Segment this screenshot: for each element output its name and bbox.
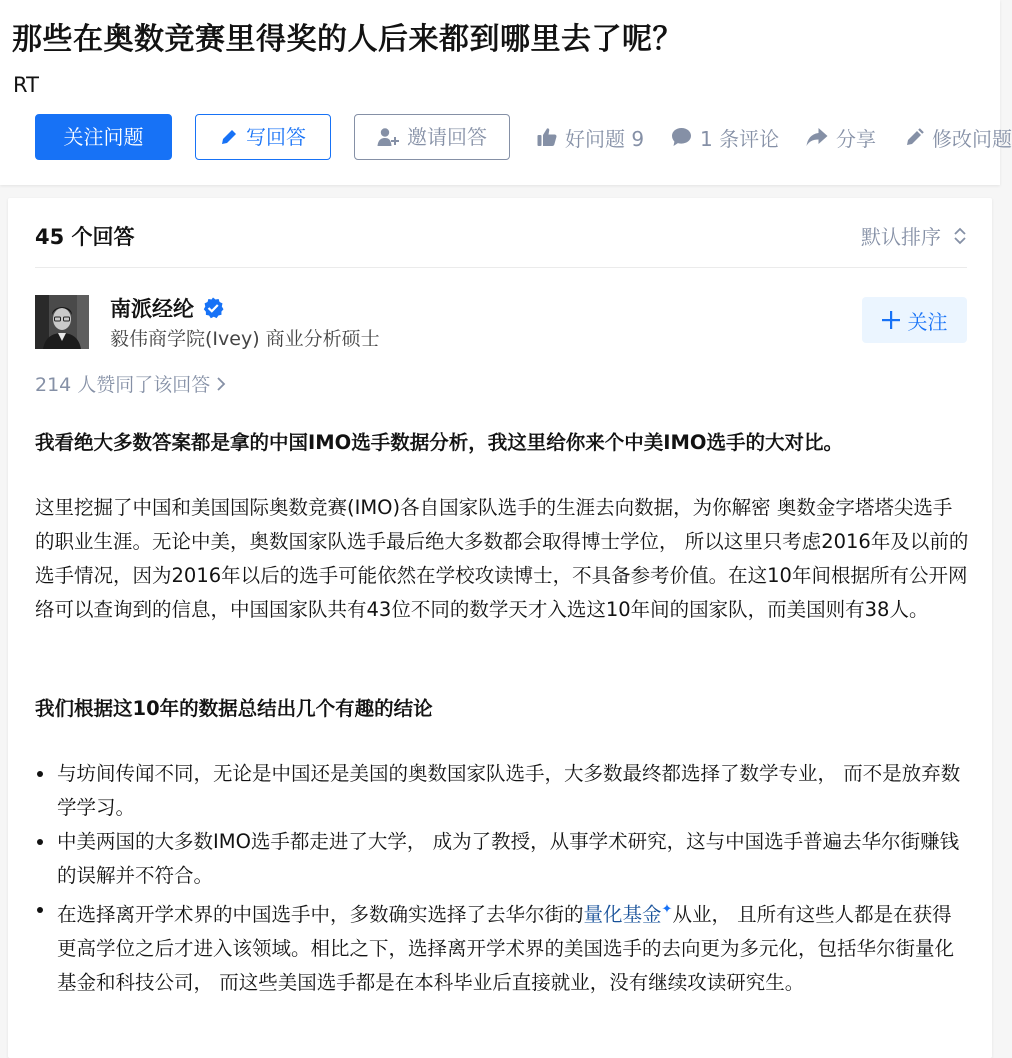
- plus-icon: [882, 311, 900, 329]
- question-action-bar: [35, 114, 1012, 162]
- write-answer-label: 写回答: [246, 125, 306, 149]
- list-item: 与坊间传闻不同，无论是中国还是美国的奥数国家队选手，大多数最终都选择了数学专业， 而不是放弃数学学习。: [35, 757, 970, 825]
- invite-answer-label: 邀请回答: [407, 125, 487, 149]
- list-item-text-start: 在选择离开学术界的中国选手中，多数确实选择了去华尔街的: [57, 903, 584, 926]
- thumb-up-icon: [537, 127, 557, 147]
- follow-author-button[interactable]: [862, 297, 967, 343]
- list-item: [35, 893, 970, 1000]
- answers-card: [8, 198, 992, 1058]
- share-button[interactable]: [806, 114, 876, 160]
- share-label: 分享: [836, 126, 876, 151]
- pencil-icon: [220, 128, 238, 146]
- answer-lead: 我看绝大多数答案都是拿的中国IMO选手数据分析，我这里给你来个中美IMO选手的大对比。: [35, 431, 843, 454]
- question-header: [0, 0, 1012, 185]
- verified-badge-icon: [202, 297, 224, 319]
- good-question-button[interactable]: [537, 114, 644, 160]
- conclusion-list: [35, 757, 970, 1000]
- write-answer-button[interactable]: [195, 114, 331, 160]
- share-arrow-icon: [806, 127, 828, 147]
- vote-summary-label: 214 人赞同了该回答: [35, 374, 211, 396]
- good-question-label: 好问题 9: [565, 126, 645, 151]
- list-item-text-end: 从业， 且所有这些人都是在获得更高学位之后才进入该领域。相比之下，选择离开学术界的美国选手的去向更为多元化，包括华尔街量化基金和科技公司， 而这些美国选手都是在本科毕业后直接就业，没有继续攻读研究生。: [57, 903, 955, 994]
- comment-icon: [671, 127, 692, 147]
- sort-label: 默认排序: [861, 225, 941, 249]
- edit-pencil-icon: [906, 128, 924, 146]
- list-item: 中美两国的大多数IMO选手都走进了大学， 成为了教授，从事学术研究，这与中国选手普遍去华尔街赚钱的误解并不符合。: [35, 825, 970, 893]
- chevron-right-icon: [216, 376, 226, 392]
- author-name[interactable]: 南派经纶: [110, 297, 194, 321]
- comments-label: 1 条评论: [700, 126, 780, 151]
- follow-question-button[interactable]: [35, 114, 172, 160]
- vote-summary[interactable]: [35, 370, 226, 397]
- answer-subheading: 我们根据这10年的数据总结出几个有趣的结论: [35, 697, 433, 720]
- question-title: 那些在奥数竞赛里得奖的人后来都到哪里去了呢？: [12, 22, 683, 57]
- follow-author-label: 关注: [907, 309, 948, 334]
- edit-question-label: 修改问题: [932, 126, 1012, 151]
- author-name-row: [110, 293, 224, 323]
- edit-question-button[interactable]: [906, 114, 1012, 160]
- invite-answer-button[interactable]: [354, 114, 510, 160]
- invite-user-icon: [377, 127, 399, 147]
- answer-paragraph: 这里挖掘了中国和美国国际奥数竞赛(IMO)各自国家队选手的生涯去向数据，为你解密 奥数金字塔塔尖选手的职业生涯。无论中美，奥数国家队选手最后绝大多数都会取得博士学位， 所以这里只考虑2016年及以前的选手情况，因为2016年以后的选手可能依然在学校攻读博士，不具备参考价值。在这10年间根据所有公开网络可以查询到的信息，中国国家队共有43位不同的数学天才入选这10年间的国家队，而美国则有38人。: [35, 496, 969, 621]
- answer-count: 45 个回答: [35, 225, 135, 249]
- quant-fund-link[interactable]: 量化基金: [583, 903, 662, 926]
- author-bio: 毅伟商学院(Ivey) 商业分析硕士: [110, 328, 380, 350]
- comments-button[interactable]: [671, 114, 779, 160]
- follow-question-label: 关注问题: [63, 125, 144, 149]
- sort-chevron-icon: [953, 226, 967, 246]
- link-star-icon: ✦: [661, 902, 673, 917]
- sort-toggle[interactable]: [861, 221, 967, 250]
- avatar[interactable]: [35, 295, 89, 349]
- question-description: RT: [13, 73, 39, 97]
- answers-list-header: [35, 215, 967, 268]
- answer-author: [35, 295, 967, 355]
